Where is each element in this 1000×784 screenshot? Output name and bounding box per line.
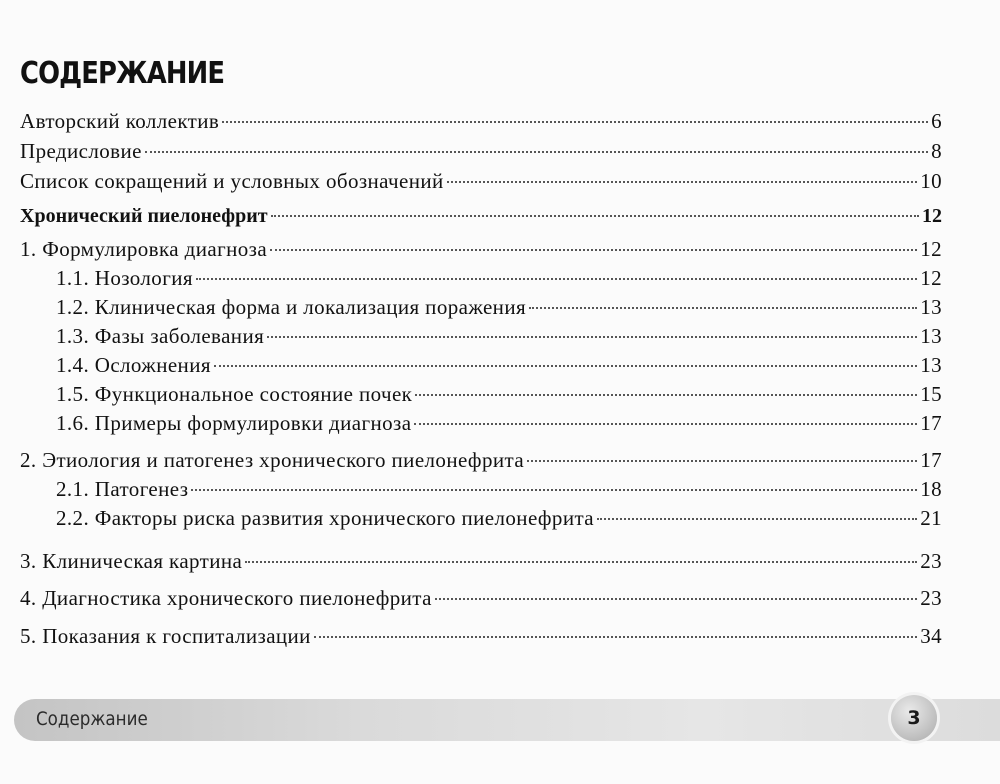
dot-leader bbox=[447, 181, 918, 183]
toc-entry-page: 15 bbox=[920, 382, 942, 406]
dot-leader bbox=[529, 307, 917, 309]
toc-subentry[interactable] bbox=[56, 506, 942, 536]
toc-entry[interactable] bbox=[20, 109, 942, 139]
dot-leader bbox=[527, 460, 917, 462]
toc-entry-label: 1.2. Клиническая форма и локализация поражения bbox=[56, 295, 527, 319]
toc-entry-page: 23 bbox=[920, 586, 942, 610]
toc-entry-label: Предисловие bbox=[20, 139, 142, 163]
toc-entry[interactable] bbox=[20, 169, 942, 199]
toc-entry-label: 1.3. Фазы заболевания bbox=[56, 324, 265, 348]
toc-entry-label: 1.1. Нозология bbox=[56, 266, 193, 290]
toc-entry[interactable] bbox=[20, 586, 942, 616]
dot-leader bbox=[214, 365, 917, 367]
toc-entry-label: Авторский коллектив bbox=[20, 109, 220, 133]
toc-entry-page: 17 bbox=[920, 411, 942, 435]
toc-entry-page: 12 bbox=[920, 266, 942, 290]
toc-entry-page: 13 bbox=[920, 353, 942, 377]
toc-subentry[interactable] bbox=[56, 266, 942, 296]
toc-subentry[interactable] bbox=[56, 353, 942, 383]
dot-leader bbox=[245, 561, 917, 563]
dot-leader bbox=[597, 518, 917, 520]
toc-entry-label: 3. Клиническая картина bbox=[20, 549, 243, 573]
toc-entry-page: 34 bbox=[920, 624, 942, 648]
dot-leader bbox=[270, 249, 917, 251]
page-number-badge: 3 bbox=[891, 695, 937, 741]
toc-entry-label: 1.5. Функциональное состояние почек bbox=[56, 382, 413, 406]
dot-leader bbox=[196, 278, 917, 280]
toc-subentry[interactable] bbox=[56, 477, 942, 507]
toc-entry[interactable] bbox=[20, 624, 942, 654]
toc-entry-page: 21 bbox=[920, 506, 942, 530]
toc-entry-page: 8 bbox=[931, 139, 942, 163]
toc-entry-label: 2. Этиология и патогенез хронического пиелонефрита bbox=[20, 448, 525, 472]
dot-leader bbox=[145, 151, 928, 153]
dot-leader bbox=[267, 336, 917, 338]
toc-subentry[interactable] bbox=[56, 411, 942, 441]
toc-entry-label: 2.2. Факторы риска развития хронического пиелонефрита bbox=[56, 506, 595, 530]
toc-entry-label: 1. Формулировка диагноза bbox=[20, 237, 268, 261]
toc-entry-page: 23 bbox=[920, 549, 942, 573]
toc-entry-heading[interactable] bbox=[20, 205, 942, 235]
toc-entry-label: 1.4. Осложнения bbox=[56, 353, 211, 377]
toc-subentry[interactable] bbox=[56, 324, 942, 354]
dot-leader bbox=[414, 423, 917, 425]
toc-entry-page: 6 bbox=[931, 109, 942, 133]
toc-entry-label: Список сокращений и условных обозначений bbox=[20, 169, 444, 193]
toc-entry-label: 2.1. Патогенез bbox=[56, 477, 189, 501]
toc-entry-label: 4. Диагностика хронического пиелонефрита bbox=[20, 586, 432, 610]
dot-leader bbox=[415, 394, 917, 396]
running-footer bbox=[14, 699, 1000, 741]
toc-entry-page: 13 bbox=[920, 324, 942, 348]
toc-entry-page: 17 bbox=[920, 448, 942, 472]
toc-entry-page: 10 bbox=[920, 169, 942, 193]
dot-leader bbox=[222, 121, 928, 123]
page-title: СОДЕРЖАНИЕ bbox=[20, 56, 225, 91]
toc-entry-label: Хронический пиелонефрит bbox=[20, 205, 268, 227]
toc-entry-page: 12 bbox=[922, 205, 942, 227]
toc-entry-label: 5. Показания к госпитализации bbox=[20, 624, 311, 648]
toc-entry-page: 13 bbox=[920, 295, 942, 319]
toc-subentry[interactable] bbox=[56, 382, 942, 412]
toc-entry-page: 12 bbox=[920, 237, 942, 261]
toc-subentry[interactable] bbox=[56, 295, 942, 325]
toc-entry[interactable] bbox=[20, 448, 942, 478]
dot-leader bbox=[191, 489, 917, 491]
toc-entry-page: 18 bbox=[920, 477, 942, 501]
toc-entry[interactable] bbox=[20, 139, 942, 169]
dot-leader bbox=[314, 636, 917, 638]
toc-entry[interactable] bbox=[20, 549, 942, 579]
dot-leader bbox=[435, 598, 917, 600]
toc-entry-label: 1.6. Примеры формулировки диагноза bbox=[56, 411, 412, 435]
dot-leader bbox=[271, 215, 919, 217]
toc-entry[interactable] bbox=[20, 237, 942, 267]
footer-section-label: Содержание bbox=[36, 708, 148, 730]
